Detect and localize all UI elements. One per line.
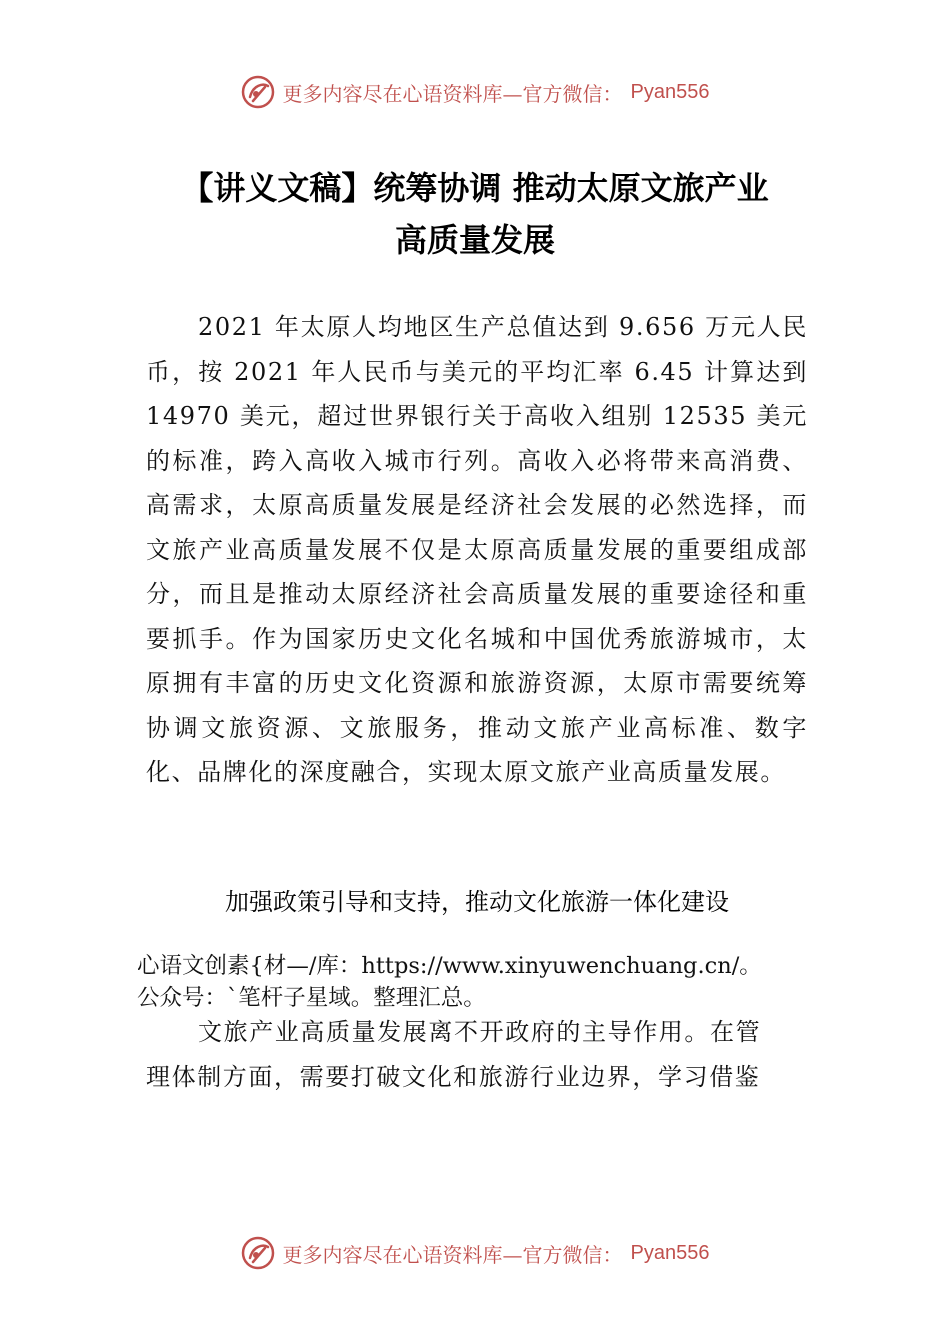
watermark-text: 更多内容尽在心语资料库—官方微信： <box>282 1242 623 1267</box>
watermark-wechat-id: Pyan556 <box>630 80 710 103</box>
source-note-line-2: 公众号：`笔杆子星域。整理汇总。 <box>137 985 486 1011</box>
source-note <box>137 950 857 1014</box>
source-note-line-1: 心语文创素{材—/库：https://www.xinyuwenchuang.cn/。 <box>137 953 762 979</box>
document-title <box>100 162 850 266</box>
section-heading-1: 加强政策引导和支持，推动文化旅游一体化建设 <box>225 888 729 916</box>
paragraph-2 <box>146 1010 808 1099</box>
intro-paragraph: 2021 年太原人均地区生产总值达到 9.656 万元人民币，按 2021 年人民币与美元的平均汇率 6.45 计算达到 14970 美元，超过世界银行关于高收入组别 12535 美元的标准，跨入高收入城市行列。高收入必将带来高消费、高需求，太原高质量发展是经济社会发展的必然选择，而文旅产业高质量发展不仅是太原高质量发展的重要组成部分，而且是推动太原经济社会高质量发展的重要途径和重要抓手。作为国家历史文化名城和中国优秀旅游城市，太原拥有丰富的历史文化资源和旅游资源，太原市需要统筹协调文旅资源、文旅服务，推动文旅产业高标准、数字化、品牌化的深度融合，实现太原文旅产业高质量发展。 <box>146 313 808 786</box>
watermark-text: 更多内容尽在心语资料库—官方微信： <box>282 81 623 106</box>
watermark-wechat-id: Pyan556 <box>630 1241 710 1264</box>
footer-watermark <box>0 1233 950 1273</box>
header-watermark <box>0 72 950 112</box>
paragraph-2-line-2: 理体制方面，需要打破文化和旅游行业边界，学习借鉴 <box>146 1062 761 1091</box>
title-line-2: 高质量发展 <box>394 221 555 259</box>
brand-logo-icon <box>241 75 275 109</box>
title-line-1: 【讲义文稿】统筹协调 推动太原文旅产业 <box>181 169 769 207</box>
intro-paragraph-block <box>146 305 808 795</box>
brand-logo-icon <box>241 1236 275 1270</box>
paragraph-2-line-1: 文旅产业高质量发展离不开政府的主导作用。在管 <box>198 1018 762 1046</box>
